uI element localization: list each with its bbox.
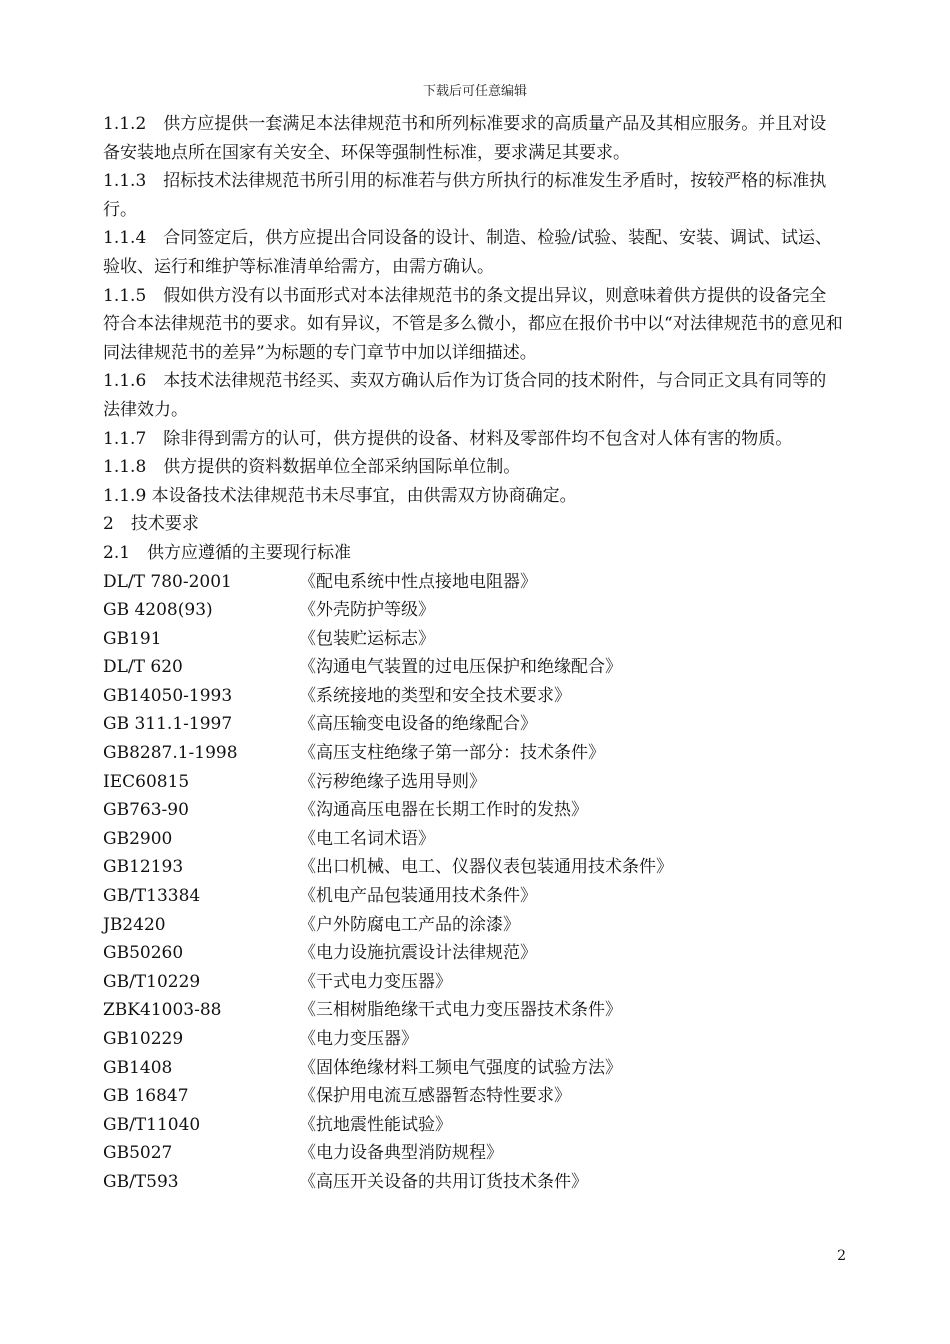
page-number: 2 xyxy=(837,1248,846,1264)
paragraph-1-1-5: 1.1.5 假如供方没有以书面形式对本法律规范书的条文提出异议，则意味着供方提供的设备完全符合本法律规范书的要求。如有异议，不管是多么微小，都应在报价书中以“对法律规范书的意见和同法律规范书的差异”为标题的专门章节中加以详细描述。 xyxy=(103,285,843,363)
standard-code: GB/T13384 xyxy=(103,886,201,907)
standard-row xyxy=(103,1054,843,1083)
standard-row xyxy=(103,768,843,797)
standard-title: 《包装贮运标志》 xyxy=(299,628,435,649)
standard-row xyxy=(103,682,843,711)
standard-row xyxy=(103,1111,843,1140)
standard-code: GB 16847 xyxy=(103,1086,189,1107)
standards-list xyxy=(103,568,843,1197)
paragraph-1-1-7: 1.1.7 除非得到需方的认可，供方提供的设备、材料及零部件均不包含对人体有害的物质。 xyxy=(103,428,793,449)
standard-title: 《系统接地的类型和安全技术要求》 xyxy=(299,685,571,706)
standard-code: GB2900 xyxy=(103,828,173,849)
standard-row xyxy=(103,625,843,654)
standard-row xyxy=(103,968,843,997)
standard-row xyxy=(103,911,843,940)
paragraph-1-1-9: 1.1.9 本设备技术法律规范书未尽事宜，由供需双方协商确定。 xyxy=(103,485,577,506)
standard-row xyxy=(103,1025,843,1054)
standard-code: GB/T10229 xyxy=(103,971,201,992)
standard-title: 《抗地震性能试验》 xyxy=(299,1114,452,1135)
standard-title: 《电力变压器》 xyxy=(299,1029,418,1049)
standard-title: 《三相树脂绝缘干式电力变压器技术条件》 xyxy=(299,1000,622,1021)
standard-code: GB14050-1993 xyxy=(103,685,233,706)
subsection-heading: 2.1 供方应遵循的主要现行标准 xyxy=(103,542,352,563)
standard-title: 《机电产品包装通用技术条件》 xyxy=(299,886,537,907)
standard-title: 《沟通电气装置的过电压保护和绝缘配合》 xyxy=(299,657,622,678)
standard-title: 《固体绝缘材料工频电气强度的试验方法》 xyxy=(299,1057,622,1078)
standard-row xyxy=(103,882,843,911)
standard-row xyxy=(103,710,843,739)
standard-row xyxy=(103,996,843,1025)
standard-row xyxy=(103,739,843,768)
standard-code: GB10229 xyxy=(103,1029,184,1049)
standard-title: 《高压支柱绝缘子第一部分：技术条件》 xyxy=(299,743,605,764)
standard-code: GB/T11040 xyxy=(103,1114,201,1135)
standard-code: GB 4208(93) xyxy=(103,600,213,621)
paragraph-1-1-4: 1.1.4 合同签定后，供方应提出合同设备的设计、制造、检验/试验、装配、安装、调试、试运、验收、运行和维护等标准清单给需方，由需方确认。 xyxy=(103,228,832,277)
standard-row xyxy=(103,1139,843,1168)
standard-code: GB5027 xyxy=(103,1143,173,1164)
standard-code: IEC60815 xyxy=(103,771,190,792)
standard-code: GB50260 xyxy=(103,943,184,964)
standard-code: ZBK41003-88 xyxy=(103,1000,222,1021)
paragraph-1-1-2: 1.1.2 供方应提供一套满足本法律规范书和所列标准要求的高质量产品及其相应服务。并且对设备安装地点所在国家有关安全、环保等强制性标准，要求满足其要求。 xyxy=(103,114,827,163)
standard-code: GB191 xyxy=(103,628,162,649)
standard-title: 《电力设施抗震设计法律规范》 xyxy=(299,943,537,964)
standard-row xyxy=(103,1168,843,1197)
standard-title: 《污秽绝缘子选用导则》 xyxy=(299,771,486,792)
standard-code: JB2420 xyxy=(103,914,166,935)
standard-title: 《出口机械、电工、仪器仪表包装通用技术条件》 xyxy=(299,857,673,878)
standard-code: GB 311.1-1997 xyxy=(103,714,233,735)
standard-row xyxy=(103,596,843,625)
standard-title: 《干式电力变压器》 xyxy=(299,971,452,992)
standard-code: DL/T 620 xyxy=(103,657,183,678)
standard-title: 《电工名词术语》 xyxy=(299,828,435,849)
standard-code: DL/T 780-2001 xyxy=(103,571,232,592)
standard-code: GB12193 xyxy=(103,857,184,878)
standard-title: 《外壳防护等级》 xyxy=(299,600,435,621)
standard-row xyxy=(103,1082,843,1111)
section-heading: 2 技术要求 xyxy=(103,514,199,535)
standard-title: 《高压开关设备的共用订货技术条件》 xyxy=(299,1171,588,1192)
paragraph-1-1-3: 1.1.3 招标技术法律规范书所引用的标准若与供方所执行的标准发生矛盾时，按较严格的标准执行。 xyxy=(103,171,827,220)
standard-row xyxy=(103,939,843,968)
standard-row xyxy=(103,653,843,682)
standard-row xyxy=(103,568,843,597)
standard-row xyxy=(103,825,843,854)
standard-code: GB763-90 xyxy=(103,800,189,821)
document-body xyxy=(103,110,843,1197)
standard-title: 《电力设备典型消防规程》 xyxy=(299,1143,503,1164)
standard-title: 《户外防腐电工产品的涂漆》 xyxy=(299,914,520,935)
paragraph-1-1-8: 1.1.8 供方提供的资料数据单位全部采纳国际单位制。 xyxy=(103,457,521,478)
header-note: 下载后可任意编辑 xyxy=(422,84,527,99)
standard-row xyxy=(103,796,843,825)
standard-row xyxy=(103,853,843,882)
standard-title: 《沟通高压电器在长期工作时的发热》 xyxy=(299,800,588,821)
standard-code: GB/T593 xyxy=(103,1171,179,1192)
paragraph-1-1-6: 1.1.6 本技术法律规范书经买、卖双方确认后作为订货合同的技术附件，与合同正文具有同等的法律效力。 xyxy=(103,371,827,420)
standard-code: GB1408 xyxy=(103,1057,173,1078)
standard-title: 《高压输变电设备的绝缘配合》 xyxy=(299,714,537,735)
standard-title: 《保护用电流互感器暂态特性要求》 xyxy=(299,1086,571,1107)
standard-code: GB8287.1-1998 xyxy=(103,743,238,764)
standard-title: 《配电系统中性点接地电阻器》 xyxy=(299,571,537,592)
